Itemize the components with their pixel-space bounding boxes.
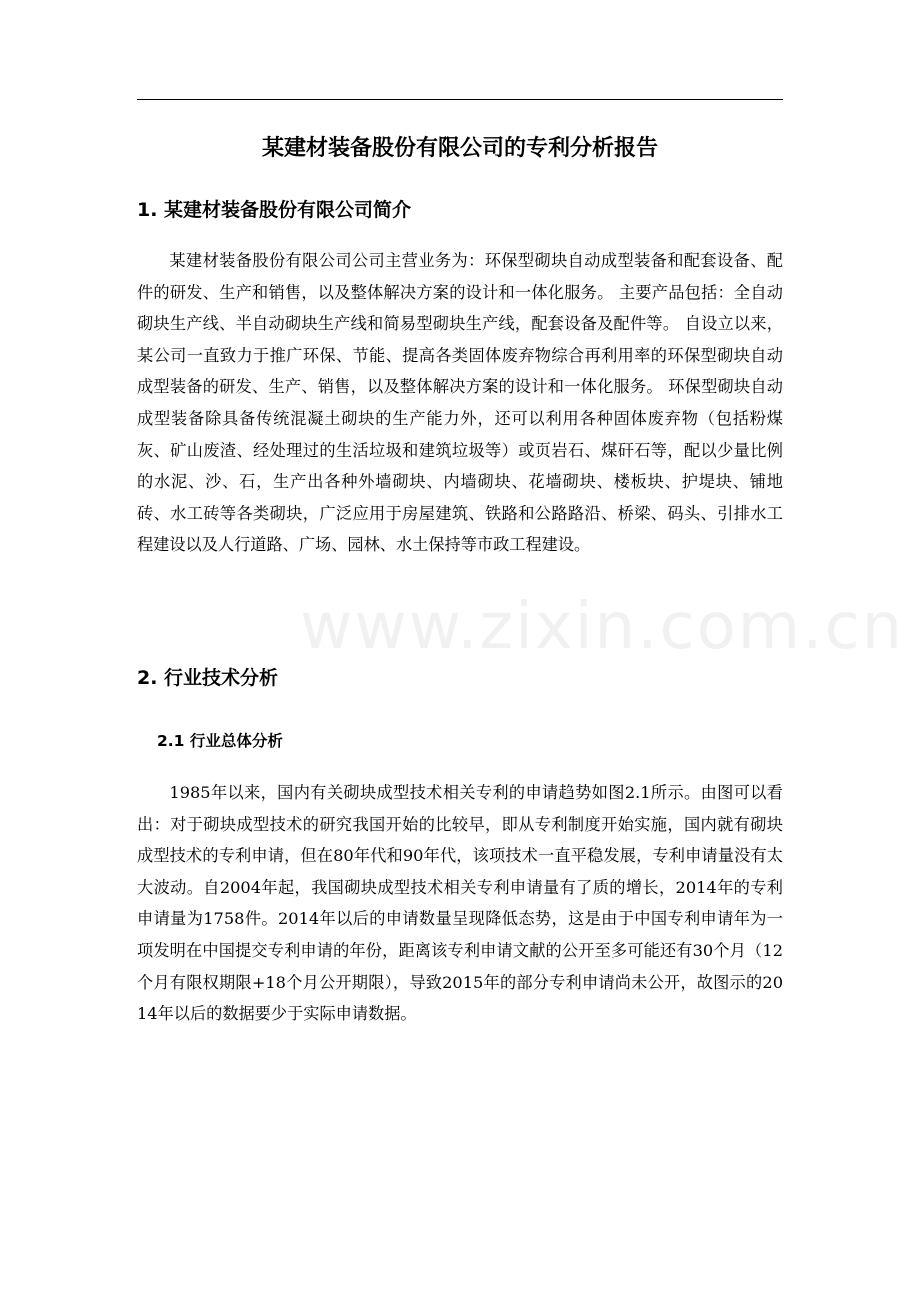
document-title: 某建材装备股份有限公司的专利分析报告 [261, 136, 658, 161]
section-1-paragraph: 某建材装备股份有限公司公司主营业务为：环保型砌块自动成型装备和配套设备、配件的研发、生产和销售，以及整体解决方案的设计和一体化服务。 主要产品包括：全自动砌块生产线、半自动砌块生产线和简易型砌块生产线，配套设备及配件等。 自设立以来，某公司一直致力于推广环保、节能、提高各类固体废弃物综合再利用率的环保型砌块自动成型装备的研发、生产、销售，以及整体解决方案的设计和一体化服务。 环保型砌块自动成型装备除具备传统混凝土砌块的生产能力外，还可以利用各种固体废弃物（包括粉煤灰、矿山废渣、经处理过的生活垃圾和建筑垃圾等）或页岩石、煤矸石等，配以少量比例的水泥、沙、石，生产出各种外墙砌块、内墙砌块、花墙砌块、楼板块、护堤块、铺地砖、水工砖等各类砌块，广泛应用于房屋建筑、铁路和公路路沿、桥梁、码头、引排水工程建设以及人行道路、广场、园林、水土保持等市政工程建设。 [137, 251, 783, 555]
section-1-heading: 1. 某建材装备股份有限公司简介 [137, 199, 412, 221]
subsection-2-1-paragraph: 1985年以来，国内有关砌块成型技术相关专利的申请趋势如图2.1所示。由图可以看出：对于砌块成型技术的研究我国开始的比较早，即从专利制度开始实施，国内就有砌块成型技术的专利申请，但在80年代和90年代，该项技术一直平稳发展，专利申请量没有太大波动。自2004年起，我国砌块成型技术相关专利申请量有了质的增长，2014年的专利申请量为1758件。2014年以后的申请数量呈现降低态势，这是由于中国专利申请年为一项发明在中国提交专利申请的年份，距离该专利申请文献的公开至多可能还有30个月（12个月有限权期限+18个月公开期限），导致2015年的部分专利申请尚未公开，故图示的2014年以后的数据要少于实际申请数据。 [137, 783, 783, 1024]
header-rule [137, 99, 783, 100]
subsection-2-1-heading: 2.1 行业总体分析 [157, 732, 283, 750]
section-2-heading: 2. 行业技术分析 [137, 667, 279, 689]
watermark-text: www.zixin.com.cn [300, 590, 905, 664]
